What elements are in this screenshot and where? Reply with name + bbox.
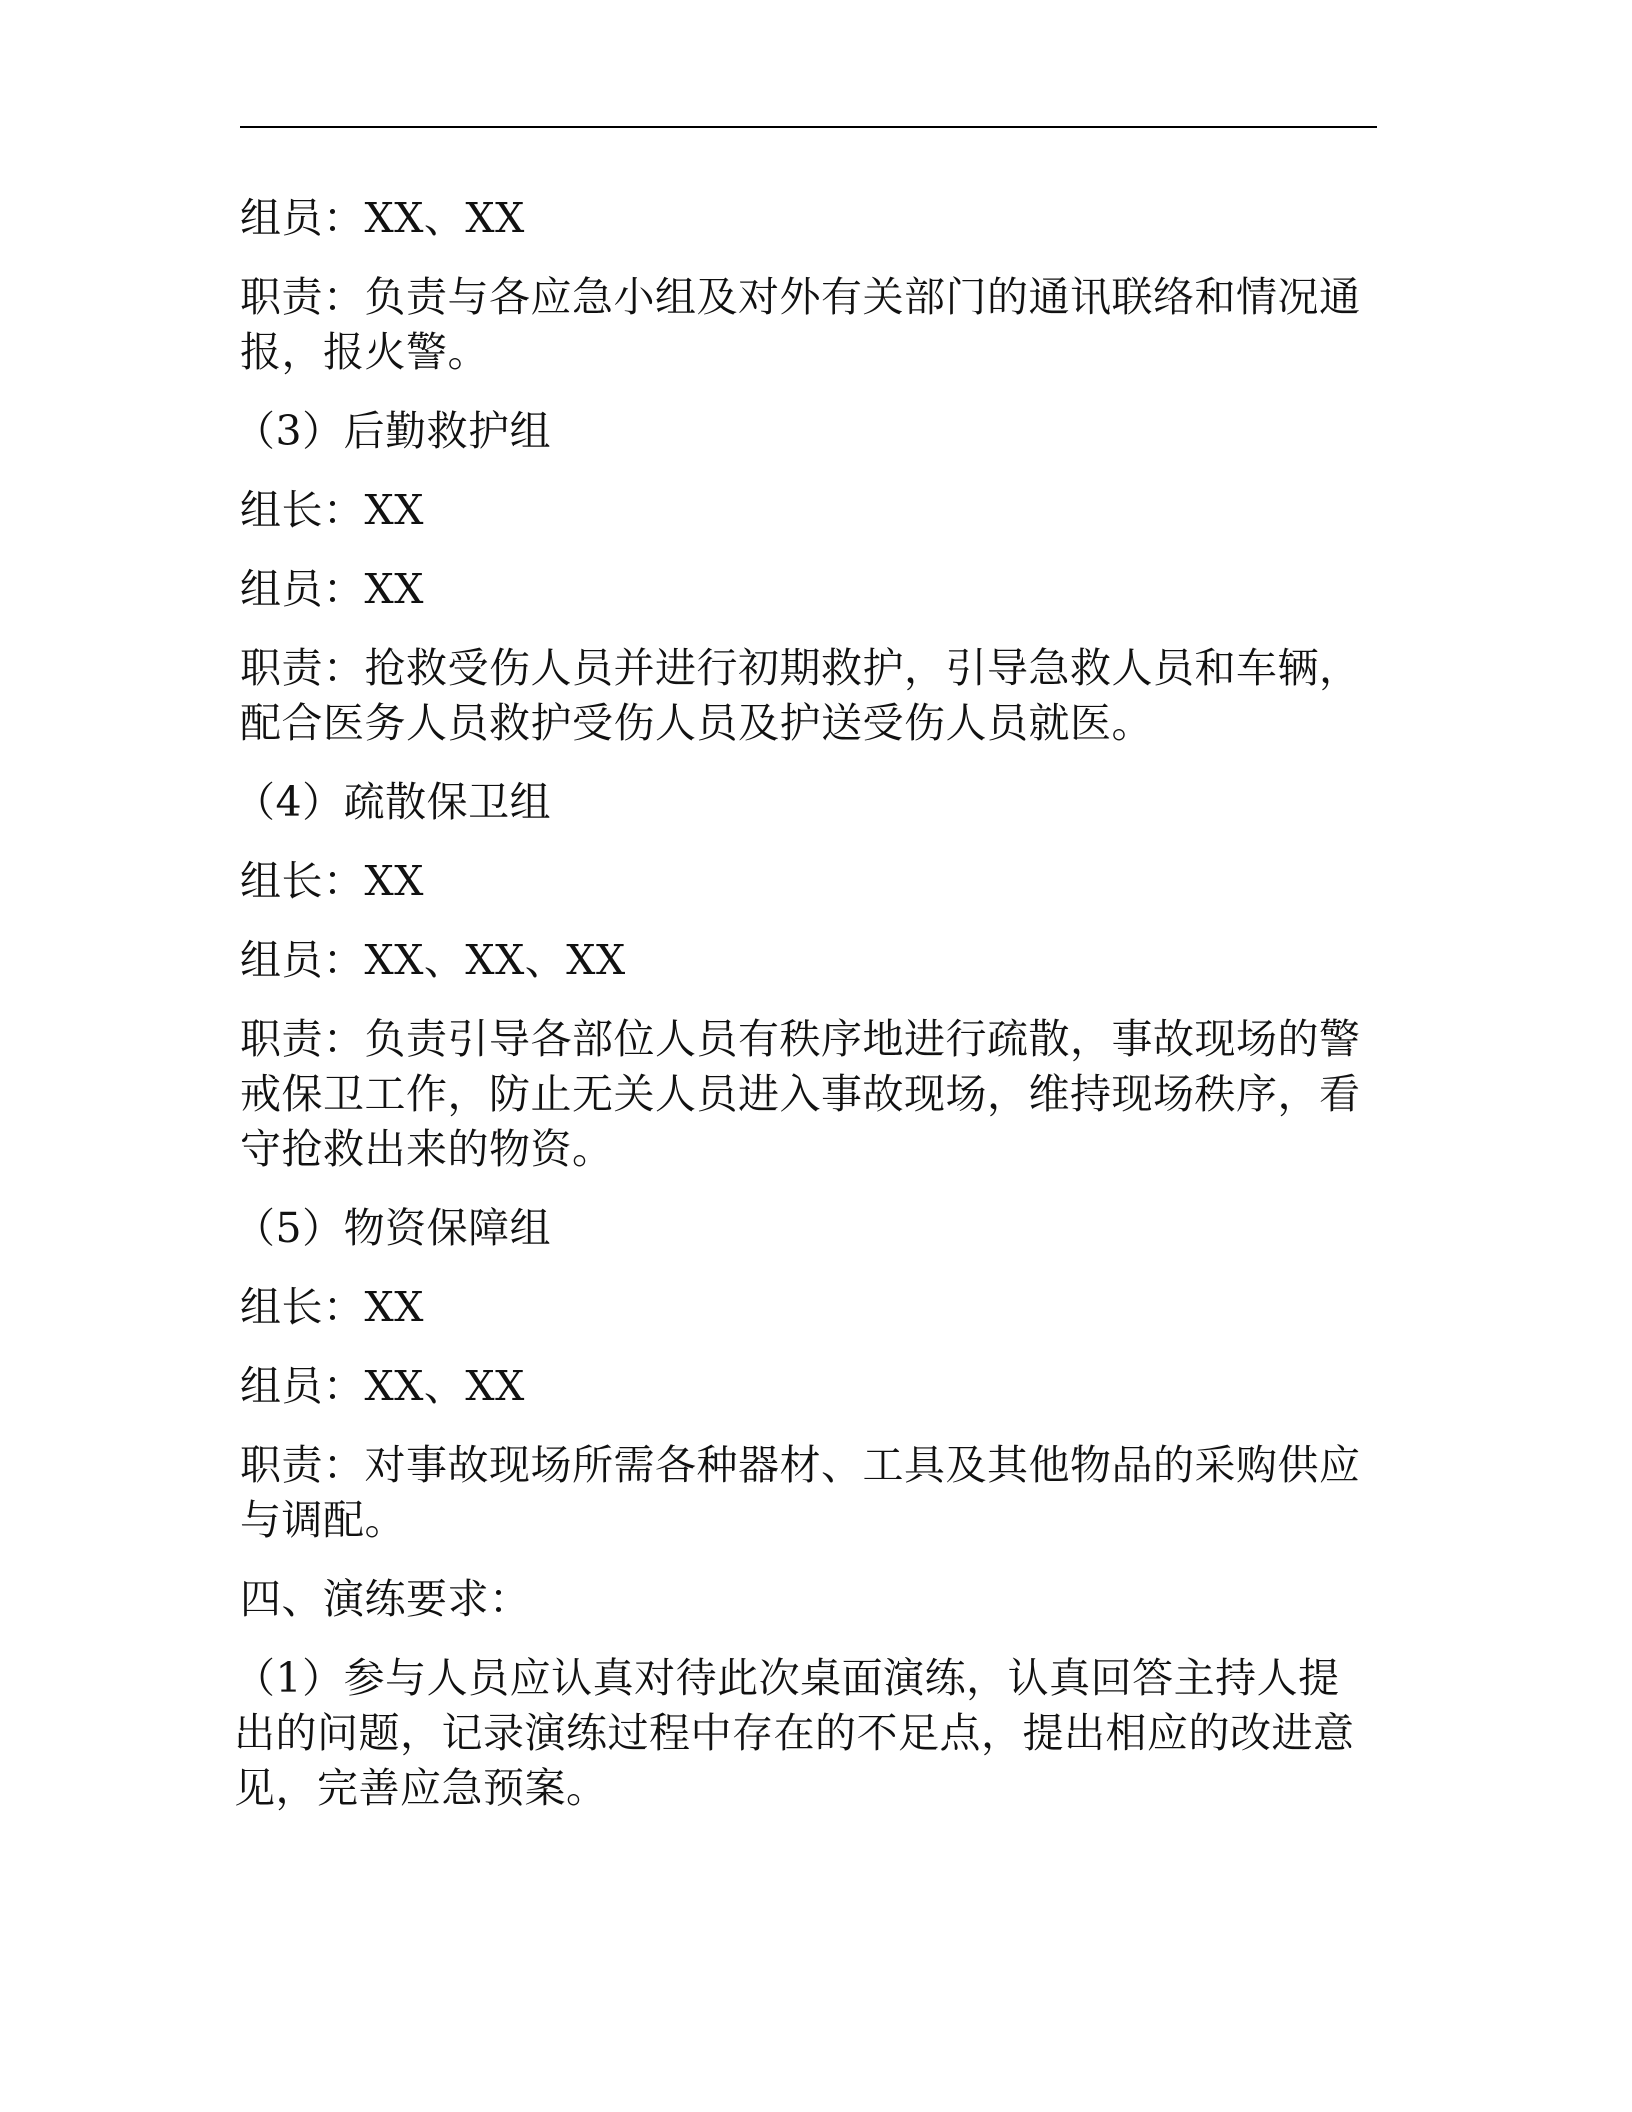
members-line: 组员：XX、XX、XX — [240, 936, 626, 984]
duty-paragraph: 职责：负责与各应急小组及对外有关部门的通讯联络和情况通报，报火警。 — [240, 273, 1361, 376]
group-heading: （5）物资保障组 — [234, 1204, 552, 1252]
leader-line: 组长：XX — [240, 1283, 424, 1331]
group-heading: （4）疏散保卫组 — [234, 778, 552, 826]
group-heading: （3）后勤救护组 — [234, 407, 552, 455]
members-line: 组员：XX、XX — [240, 1362, 525, 1410]
members-line: 组员：XX、XX — [240, 194, 525, 242]
duty-paragraph: 职责：抢救受伤人员并进行初期救护，引导急救人员和车辆，配合医务人员救护受伤人员及护送受伤人员就医。 — [240, 644, 1361, 747]
members-line: 组员：XX — [240, 565, 424, 613]
duty-paragraph: 职责：负责引导各部位人员有秩序地进行疏散，事故现场的警戒保卫工作，防止无关人员进入事故现场，维持现场秩序，看守抢救出来的物资。 — [240, 1015, 1361, 1173]
leader-line: 组长：XX — [240, 486, 424, 534]
duty-paragraph: 职责：对事故现场所需各种器材、工具及其他物品的采购供应与调配。 — [240, 1441, 1361, 1544]
header-rule — [240, 126, 1377, 128]
requirement-paragraph: （1）参与人员应认真对待此次桌面演练，认真回答主持人提出的问题，记录演练过程中存在的不足点，提出相应的改进意见，完善应急预案。 — [234, 1654, 1355, 1812]
section-heading: 四、演练要求： — [240, 1575, 531, 1623]
document-body — [234, 191, 1380, 1840]
leader-line: 组长：XX — [240, 857, 424, 905]
